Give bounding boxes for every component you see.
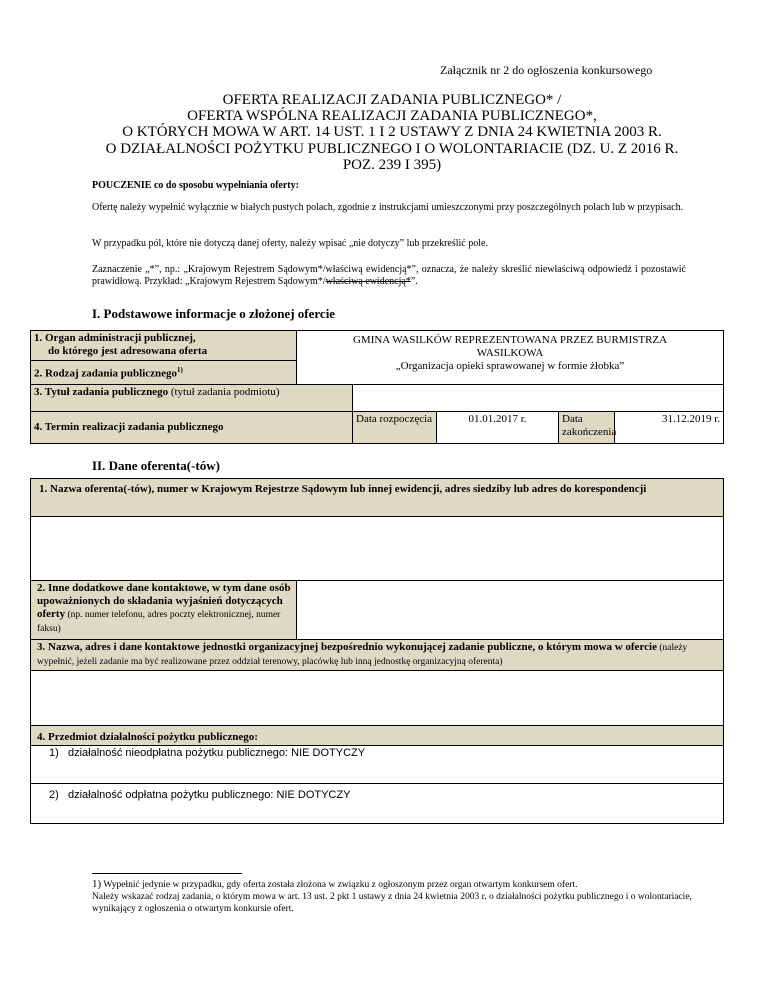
unpaid-activity-row[interactable]: [31, 746, 724, 784]
unit-field[interactable]: [31, 671, 724, 726]
unit-label: 3. Nazwa, adres i dane kontaktowe jednostki organizacyjnej bezpośrednio wykonującej zadanie publiczne, o którym mowa w ofercie (należy wypełnić, jeżeli zadanie ma być realizowane przez oddział terenowy, placówkę lub inną jednostkę organizacyjną oferenta): [31, 640, 724, 671]
task-period-label: 4. Termin realizacji zadania publicznego: [31, 412, 353, 444]
task-type-value: „Organizacja opieki sprawowanej w formie żłobka”: [395, 360, 625, 372]
unpaid-activity-number: 1): [49, 747, 59, 759]
footnote: [92, 878, 692, 915]
unpaid-activity-text: działalność nieodpłatna pożytku publicznego: NIE DOTYCZY: [67, 747, 366, 759]
start-date-label: Data rozpoczęcia: [353, 412, 437, 444]
footnote-marker: 1): [92, 878, 102, 890]
offeror-name-field[interactable]: [31, 517, 724, 581]
section-2-heading: II. Dane oferenta(-tów): [92, 458, 220, 473]
section-1-heading: I. Podstawowe informacje o złożonej ofercie: [92, 306, 336, 321]
offeror-name-label: 1. Nazwa oferenta(-tów), numer w Krajowym Rejestrze Sądowym lub innej ewidencji, adres siedziby lub adres do korespondencji: [31, 479, 724, 517]
organ-and-type-values[interactable]: [297, 331, 724, 385]
task-type-label: 2. Rodzaj zadania publicznego$^{1)}$: [31, 361, 297, 385]
end-date-label: Data zakończenia: [559, 412, 615, 444]
footnote-line-1: Wypełnić jedynie w przypadku, gdy oferta została złożona w związku z ogłoszonym przez organ otwartym konkursem ofert.: [101, 880, 578, 890]
organ-value: GMINA WASILKÓW REPREZENTOWANA PRZEZ BURMISTRZA WASILKOWA: [352, 334, 668, 359]
organ-label: 1. Organ administracji publicznej, do którego jest adresowana oferta: [31, 331, 297, 361]
instructions-heading: POUCZENIE co do sposobu wypełniania oferty:: [92, 180, 299, 191]
offeror-table: [30, 478, 724, 824]
activity-subject-label: 4. Przedmiot działalności pożytku publicznego:: [31, 726, 724, 746]
task-title-field[interactable]: [353, 385, 724, 412]
instructions-paragraph-3: [92, 264, 686, 288]
end-date-value[interactable]: 31.12.2019 r.: [615, 412, 724, 444]
instructions-paragraph-1: Ofertę należy wypełnić wyłącznie w białych pustych polach, zgodnie z instrukcjami umieszczonymi przy poszczególnych polach lub w przypisach.: [92, 202, 684, 213]
title-line: O KTÓRYCH MOWA W ART. 14 UST. 1 I 2 USTAWY Z DNIA 24 KWIETNIA 2003 R.: [122, 124, 662, 141]
start-date-value[interactable]: 01.01.2017 r.: [437, 412, 559, 444]
contact-data-field[interactable]: [297, 581, 724, 640]
title-line: O DZIAŁALNOŚCI POŻYTKU PUBLICZNEGO I O WOLONTARIACIE (DZ. U. Z 2016 R.: [105, 140, 679, 157]
document-title: [60, 92, 724, 173]
paid-activity-number: 2): [49, 789, 59, 801]
paid-activity-row[interactable]: [31, 784, 724, 824]
contact-data-label: 2. Inne dodatkowe dane kontaktowe, w tym dane osób upoważnionych do składania wyjaśnień dotyczących oferty (np. numer telefonu, adres poczty elektronicznej, numer faksu): [31, 581, 297, 640]
task-title-label: 3. Tytuł zadania publicznego (tytuł zadania podmiotu): [31, 385, 353, 412]
instructions-p3-end: ”.: [410, 276, 418, 287]
basic-info-table: [30, 330, 724, 444]
footnote-separator: [92, 873, 242, 874]
instructions-paragraph-2: W przypadku pól, które nie dotyczą danej oferty, należy wpisać „nie dotyczy” lub przekreślić pole.: [92, 238, 488, 249]
instructions-p3-struck: właściwą ewidencją*: [325, 276, 411, 287]
annex-note: Załącznik nr 2 do ogłoszenia konkursowego: [440, 63, 653, 77]
footnote-rest: Należy wskazać rodzaj zadania, o którym mowa w art. 13 ust. 2 pkt 1 ustawy z dnia 24 kwietnia 2003 r. o działalności pożytku publicznego i o wolontariacie, wynikający z ogłoszenia o otwartym konkursie ofert.: [92, 892, 692, 914]
title-line: POZ. 239 I 395): [342, 156, 442, 173]
instructions-p3-text: Zaznaczenie „*”, np.: „Krajowym Rejestrem Sądowym*/właściwą ewidencją*”, oznacza, że należy skreślić niewłaściwą odpowiedź i pozostawić prawidłową. Przykład: „Krajowym Rejestrem Sądowym*/: [92, 264, 686, 287]
paid-activity-text: działalność odpłatna pożytku publicznego: NIE DOTYCZY: [67, 789, 351, 801]
title-line: OFERTA WSPÓLNA REALIZACJI ZADANIA PUBLICZNEGO*,: [187, 108, 597, 125]
title-line: OFERTA REALIZACJI ZADANIA PUBLICZNEGO* /: [222, 92, 562, 108]
